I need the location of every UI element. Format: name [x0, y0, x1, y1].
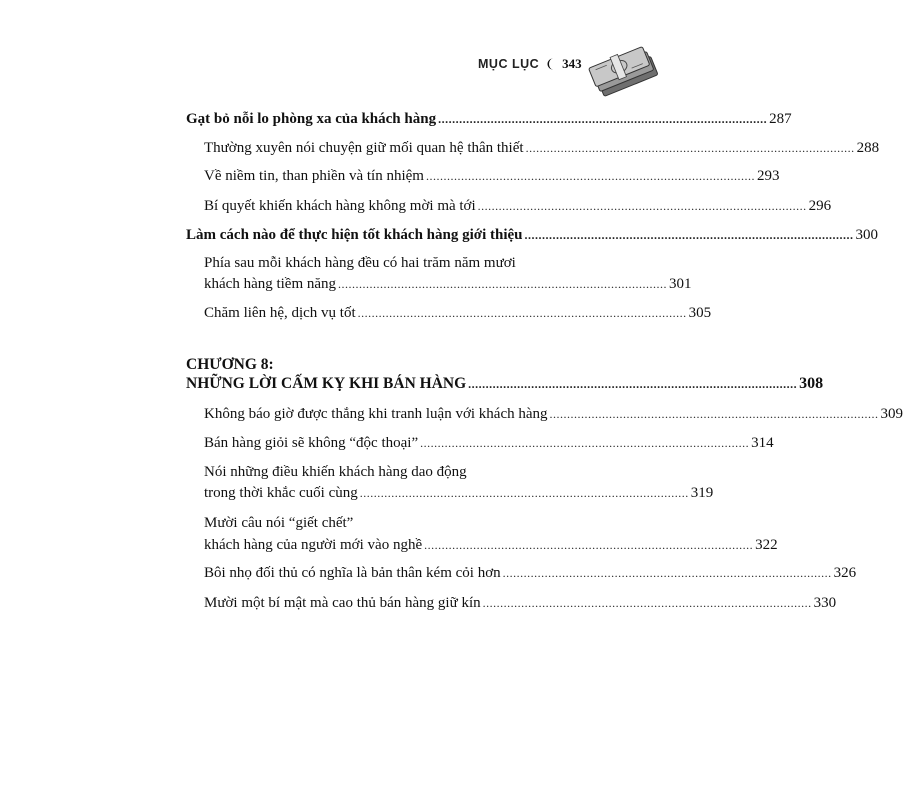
half-moon-icon — [546, 58, 555, 70]
toc-entry-title: khách hàng tiềm năng — [204, 276, 337, 292]
toc-entry-title: Về niềm tin, than phiền và tín nhiệm — [204, 168, 424, 184]
chapter-label: CHƯƠNG 8: — [186, 356, 274, 373]
toc-entry-title: trong thời khắc cuối cùng — [204, 485, 358, 501]
toc-entry[interactable] — [204, 274, 692, 294]
toc-entry[interactable] — [204, 535, 778, 555]
toc-entry-page: 330 — [813, 595, 837, 611]
toc-entry-page: 314 — [751, 435, 774, 451]
chapter-title: NHỮNG LỜI CẤM KỴ KHI BÁN HÀNG — [186, 375, 467, 392]
toc-entry-title: Mười một bí mật mà cao thủ bán hàng giữ kín — [204, 595, 481, 611]
toc-entry[interactable] — [186, 109, 792, 129]
dot-leader: .............................................................................................. — [525, 141, 855, 155]
toc-entry-page: 293 — [756, 168, 780, 184]
dot-leader: .............................................................................................. — [477, 199, 807, 213]
chapter-page: 308 — [799, 375, 824, 392]
dot-leader: .............................................................................................. — [438, 112, 768, 126]
dot-leader: .............................................................................................. — [425, 169, 755, 183]
toc-entry-page: 288 — [856, 140, 880, 156]
dot-leader: .............................................................................................. — [549, 407, 879, 421]
toc-entry-title: Thường xuyên nói chuyện giữ mối quan hệ thân thiết — [204, 140, 524, 156]
dot-leader: .............................................................................................. — [524, 228, 854, 242]
toc-entry-page: 309 — [880, 406, 903, 422]
toc-entry-page: 300 — [855, 227, 879, 243]
toc-entry-page: 319 — [690, 485, 714, 501]
dot-leader: .............................................................................................. — [357, 306, 687, 320]
toc-entry[interactable] — [204, 138, 880, 158]
toc-entry[interactable] — [186, 225, 879, 245]
toc-entry-title: khách hàng của người mới vào nghề — [204, 537, 423, 553]
toc-entry-title: Bôi nhọ đối thủ có nghĩa là bản thân kém cỏi hơn — [204, 565, 501, 581]
toc-entry-first-line: Nói những điều khiến khách hàng dao động — [204, 464, 467, 480]
toc-entry-page: 326 — [833, 565, 857, 581]
toc-entry-title: Làm cách nào để thực hiện tốt khách hàng giới thiệu — [186, 227, 523, 243]
toc-entry-page: 287 — [769, 111, 792, 127]
dot-leader: .............................................................................................. — [424, 538, 754, 552]
dot-leader: .............................................................................................. — [420, 436, 750, 450]
running-header — [478, 56, 582, 72]
page-number: 343 — [562, 56, 582, 71]
toc-entry[interactable] — [204, 593, 837, 613]
money-stack-icon — [588, 40, 666, 100]
toc-entry-title: Bí quyết khiến khách hàng không mời mà tới — [204, 198, 476, 214]
toc-entry-title: Bán hàng giỏi sẽ không “độc thoại” — [204, 435, 419, 451]
toc-entry-title: Không báo giờ được thắng khi tranh luận với khách hàng — [204, 406, 548, 422]
dot-leader: .............................................................................................. — [502, 566, 832, 580]
toc-entry[interactable] — [204, 563, 857, 583]
toc-entry[interactable] — [204, 404, 903, 424]
toc-entry-first-line: Phía sau mỗi khách hàng đều có hai trăm năm mươi — [204, 255, 516, 271]
toc-entry[interactable] — [204, 433, 774, 453]
toc-entry-title: Gạt bỏ nỗi lo phòng xa của khách hàng — [186, 111, 437, 127]
toc-entry-page: 305 — [688, 305, 712, 321]
toc-entry-page: 301 — [669, 276, 692, 292]
toc-entry-title: Chăm liên hệ, dịch vụ tốt — [204, 305, 356, 321]
toc-entry[interactable] — [204, 196, 832, 216]
toc-entry-page: 296 — [808, 198, 832, 214]
toc-entry-first-line: Mười câu nói “giết chết” — [204, 515, 354, 531]
chapter-entry[interactable] — [186, 374, 824, 394]
dot-leader: .............................................................................................. — [359, 486, 689, 500]
toc-entry[interactable] — [204, 483, 714, 503]
toc-entry[interactable] — [204, 303, 712, 323]
section-label: MỤC LỤC — [478, 57, 540, 71]
toc-entry-page: 322 — [755, 537, 778, 553]
toc-entry[interactable] — [204, 166, 780, 186]
dot-leader: .............................................................................................. — [482, 596, 812, 610]
dot-leader: .............................................................................................. — [468, 377, 798, 391]
dot-leader: .............................................................................................. — [338, 277, 668, 291]
